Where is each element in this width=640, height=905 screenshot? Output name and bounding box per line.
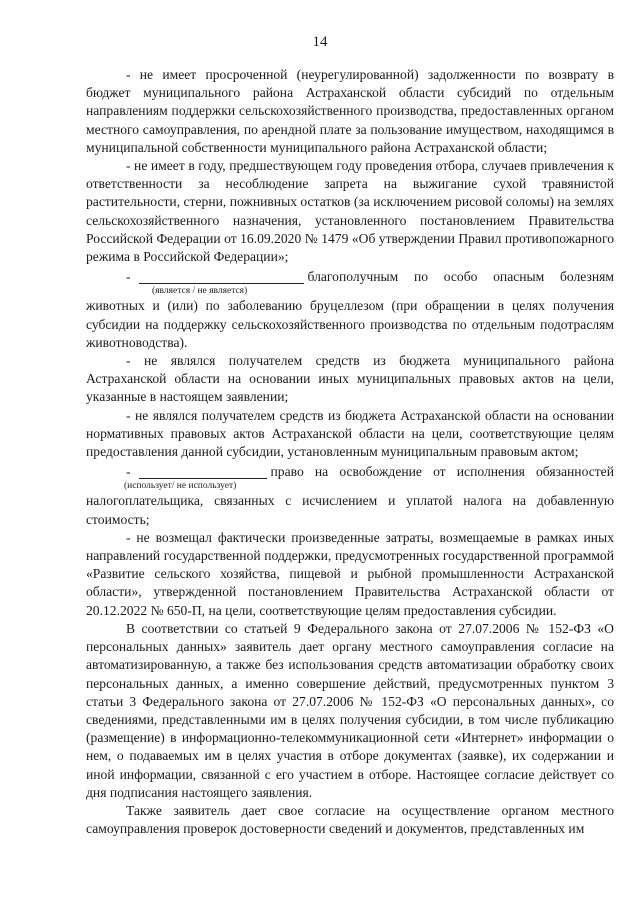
fill-hint: (является / не является) [152, 286, 248, 297]
fill-continuation: животных и (или) по заболеванию бруцеллезом (при обращении в целях получения субсидии на поддержку сельскохозяйственного производства по отдельным подотраслям животноводства). [86, 298, 614, 350]
fill-in-disease-status [86, 268, 614, 352]
document-body [86, 66, 614, 838]
paragraph-not-municipal-recipient: - не являлся получателем средств из бюджета муниципального района Астраханской области на основании иных муниципальных правовых актов на цели, указанные в настоящем заявлении; [86, 353, 614, 405]
paragraph-verification-consent: Также заявитель дает свое согласие на осуществление органом местного самоуправления проверок достоверности сведений и документов, представленных им [86, 802, 614, 837]
fill-tail-text: право на освобождение от исполнения обязанностей [270, 464, 614, 480]
fill-dash: - [126, 464, 131, 480]
fill-in-vat-exemption [86, 463, 614, 529]
paragraph-not-regional-recipient: - не являлся получателем средств из бюджета Астраханской области на основании нормативных правовых актов Астраханской области на цели, соответствующие целям предоставления данной субсидии, установленным муниципальным правовым актом; [86, 407, 614, 460]
fill-blank-status[interactable] [139, 269, 304, 284]
fill-continuation: налогоплательщика, связанных с исчислением и уплатой налога на добавленную стоимость; [86, 493, 614, 527]
fill-dash: - [126, 269, 131, 285]
paragraph-no-burning-violations: - не имеет в году, предшествующем году проведения отбора, случаев привлечения к ответственности за несоблюдение запрета на выжигание сухой травянистой растительности, стерни, пожнивных остатков (за исключением рисовой соломы) на землях сельскохозяйственного назначения, установленного постановлением Правительства Российской Федерации от 16.09.2020 № 1479 «Об утверждении Правил противопожарного режима в Российской Федерации»; [86, 158, 614, 265]
paragraph-personal-data-consent: В соответствии со статьей 9 Федерального закона от 27.07.2006 № 152-ФЗ «О персональных данных» заявитель дает органу местного самоуправления согласие на автоматизированную, а также без использования средств автоматизации обработку своих персональных данных, а именно совершение действий, предусмотренных пунктом 3 статьи 3 Федерального закона от 27.07.2006 № 152-ФЗ «О персональных данных», со сведениями, представленными им в целях получения субсидии, в том числе публикацию (размещение) в информационно-телекоммуникационной сети «Интернет» информации о нем, о подаваемых им в целях участия в отборе документах (заявке), их содержании и иной информации, связанной с его участием в отборе. Настоящее согласие действует со дня подписания настоящего заявления. [86, 620, 614, 800]
paragraph-no-reimbursement: - не возмещал фактически произведенные затраты, возмещаемые в рамках иных направлений государственной поддержки, предусмотренных государственной программой «Развитие сельского хозяйства, пищевой и рыбной промышленности Астраханской области», утвержденной постановлением Правительства Астраханской области от 20.12.2022 № 650-П, на цели, соответствующие целям предоставления субсидии. [86, 529, 614, 618]
fill-hint: (использует/ не использует) [124, 481, 237, 492]
paragraph-no-debt: - не имеет просроченной (неурегулированной) задолженности по возврату в бюджет муниципального района Астраханской области субсидий по отдельным направлениям поддержки сельскохозяйственного производства, предоставленных органом местного самоуправления, по арендной плате за пользование имуществом, находящимся в муниципальной собственности муниципального района Астраханской области; [86, 67, 614, 155]
page-number: 14 [312, 34, 328, 50]
fill-blank-vat[interactable] [139, 464, 267, 479]
fill-tail-text: благополучным по особо опасным болезням [307, 269, 614, 285]
